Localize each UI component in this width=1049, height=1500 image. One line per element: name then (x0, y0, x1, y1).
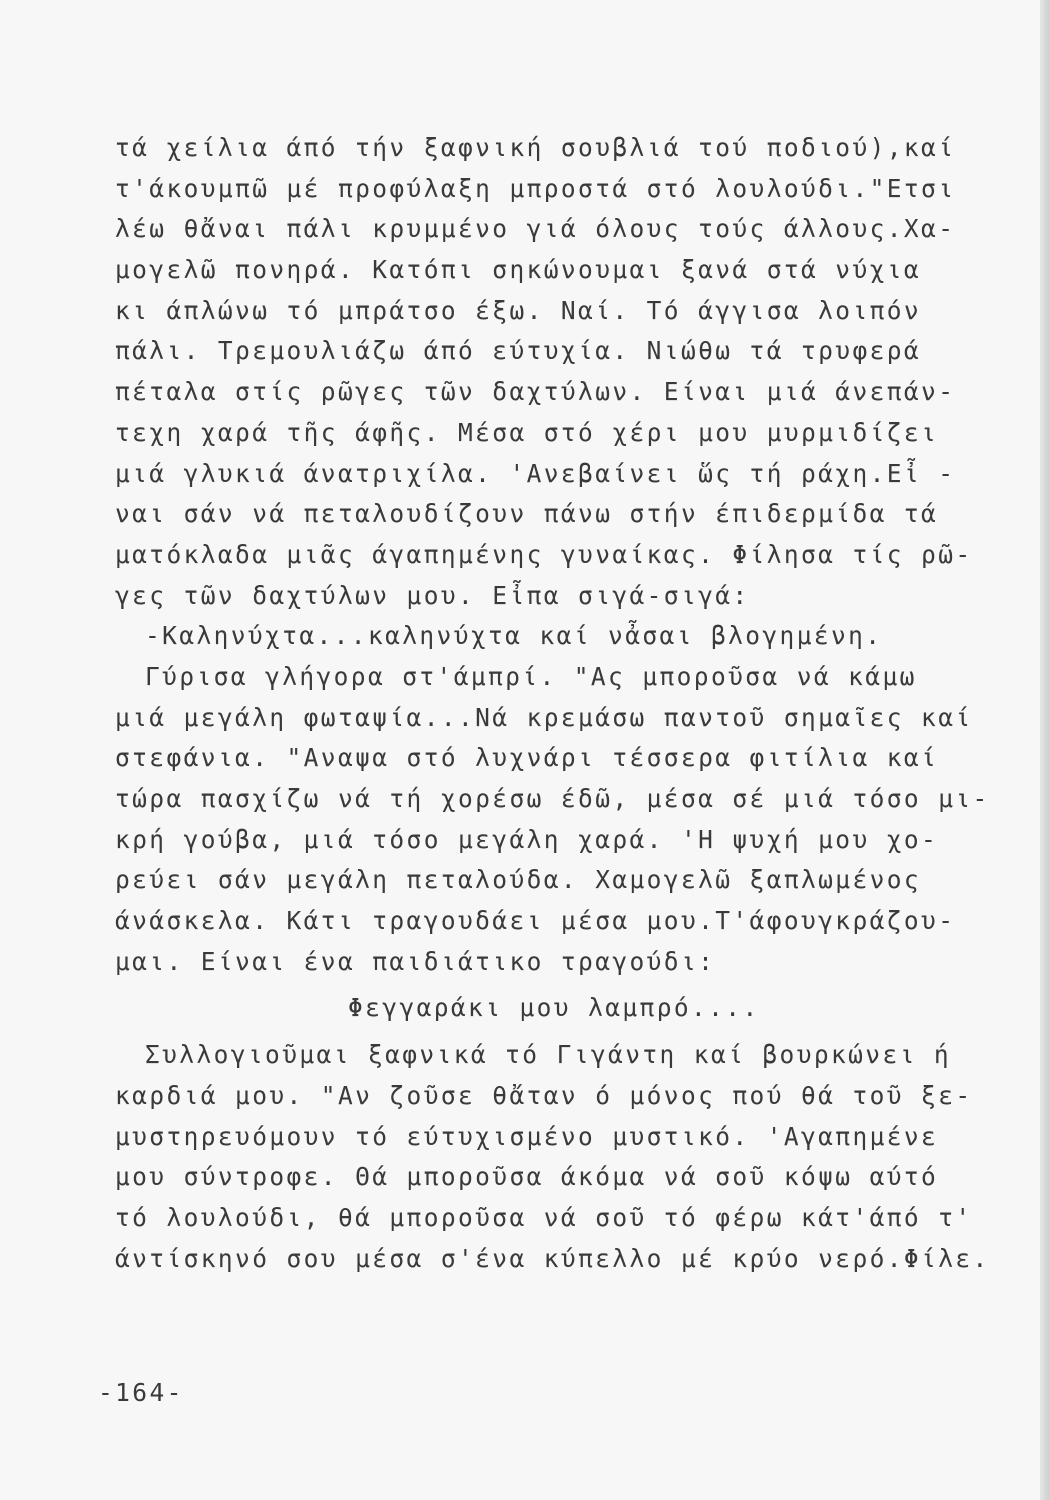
text-line: κρή γούβα, μιά τόσο μεγάλη χαρά. 'Η ψυχή μου χο- (115, 824, 939, 854)
song-line: Φεγγαράκι μου λαμπρό.... (348, 993, 760, 1023)
text-line: μου σύντροφε. Θά μποροῦσα άκόμα νά σοῦ κόψω αύτό (115, 1162, 939, 1192)
text-line: Γύρισα γλήγορα στ'άμπρί. "Ας μποροῦσα νά κάμω (145, 661, 917, 691)
text-line: μογελῶ πονηρά. Κατόπι σηκώνουμαι ξανά στά νύχια (115, 255, 922, 285)
text-line: άντίσκηνό σου μέσα σ'ένα κύπελλο μέ κρύο νερό.Φίλε. (115, 1243, 990, 1273)
text-line: ματόκλαδα μιᾶς άγαπημένης γυναίκας. Φίλησα τίς ρῶ- (115, 539, 973, 569)
text-line: μιά μεγάλη φωταψία...Νά κρεμάσω παντοῦ σημαῖες καί (115, 702, 973, 732)
text-line: ναι σάν νά πεταλουδίζουν πάνω στήν έπιδερμίδα τά (115, 499, 939, 529)
text-line: στεφάνια. "Αναψα στό λυχνάρι τέσσερα φιτίλια καί (115, 743, 939, 773)
body-text (115, 128, 995, 1279)
text-line: τά χείλια άπό τήν ξαφνική σουβλιά τού ποδιού),καί (115, 133, 956, 162)
dialogue-line: -Καληνύχτα...καληνύχτα καί νἆσαι βλογημένη. (145, 621, 883, 651)
text-line: άνάσκελα. Κάτι τραγουδάει μέσα μου.Τ'άφουγκράζου- (115, 906, 956, 936)
text-line: κι άπλώνω τό μπράτσο έξω. Ναί. Τό άγγισα λοιπόν (115, 295, 922, 325)
text-line: καρδιά μου. "Αν ζοῦσε θἄταν ό μόνος πού θά τοῦ ξε- (115, 1080, 973, 1110)
text-line: πάλι. Τρεμουλιάζω άπό εύτυχία. Νιώθω τά τρυφερά (115, 336, 922, 366)
text-line: μυστηρευόμουν τό εύτυχισμένο μυστικό. 'Αγαπημένε (115, 1121, 939, 1151)
text-line: τ'άκουμπῶ μέ προφύλαξη μπροστά στό λουλούδι."Ετσι (115, 173, 956, 203)
text-line: τώρα πασχίζω νά τή χορέσω έδῶ, μέσα σέ μιά τόσο μι- (115, 784, 990, 813)
text-line: λέω θἄναι πάλι κρυμμένο γιά όλους τούς άλλους.Χα- (115, 214, 956, 244)
text-line: γες τῶν δαχτύλων μου. Εἶπα σιγά-σιγά: (115, 580, 750, 610)
page-edge-shadow (1040, 0, 1049, 1500)
text-line: μιά γλυκιά άνατριχίλα. 'Ανεβαίνει ὥς τή ράχη.Εἶ - (115, 458, 956, 488)
text-line: μαι. Είναι ένα παιδιάτικο τραγούδι: (115, 946, 716, 976)
text-line: τό λουλούδι, θά μποροῦσα νά σοῦ τό φέρω κάτ'άπό τ' (115, 1202, 973, 1232)
text-line: πέταλα στίς ρῶγες τῶν δαχτύλων. Είναι μιά άνεπάν- (115, 377, 956, 407)
text-line: Συλλογιοῦμαι ξαφνικά τό Γιγάντη καί βουρκώνει ή (145, 1040, 952, 1070)
text-line: τεχη χαρά τῆς άφῆς. Μέσα στό χέρι μου μυρμιδίζει (115, 417, 939, 447)
text-line: ρεύει σάν μεγάλη πεταλούδα. Χαμογελῶ ξαπλωμένος (115, 865, 922, 895)
page-number: -164- (98, 1378, 184, 1407)
